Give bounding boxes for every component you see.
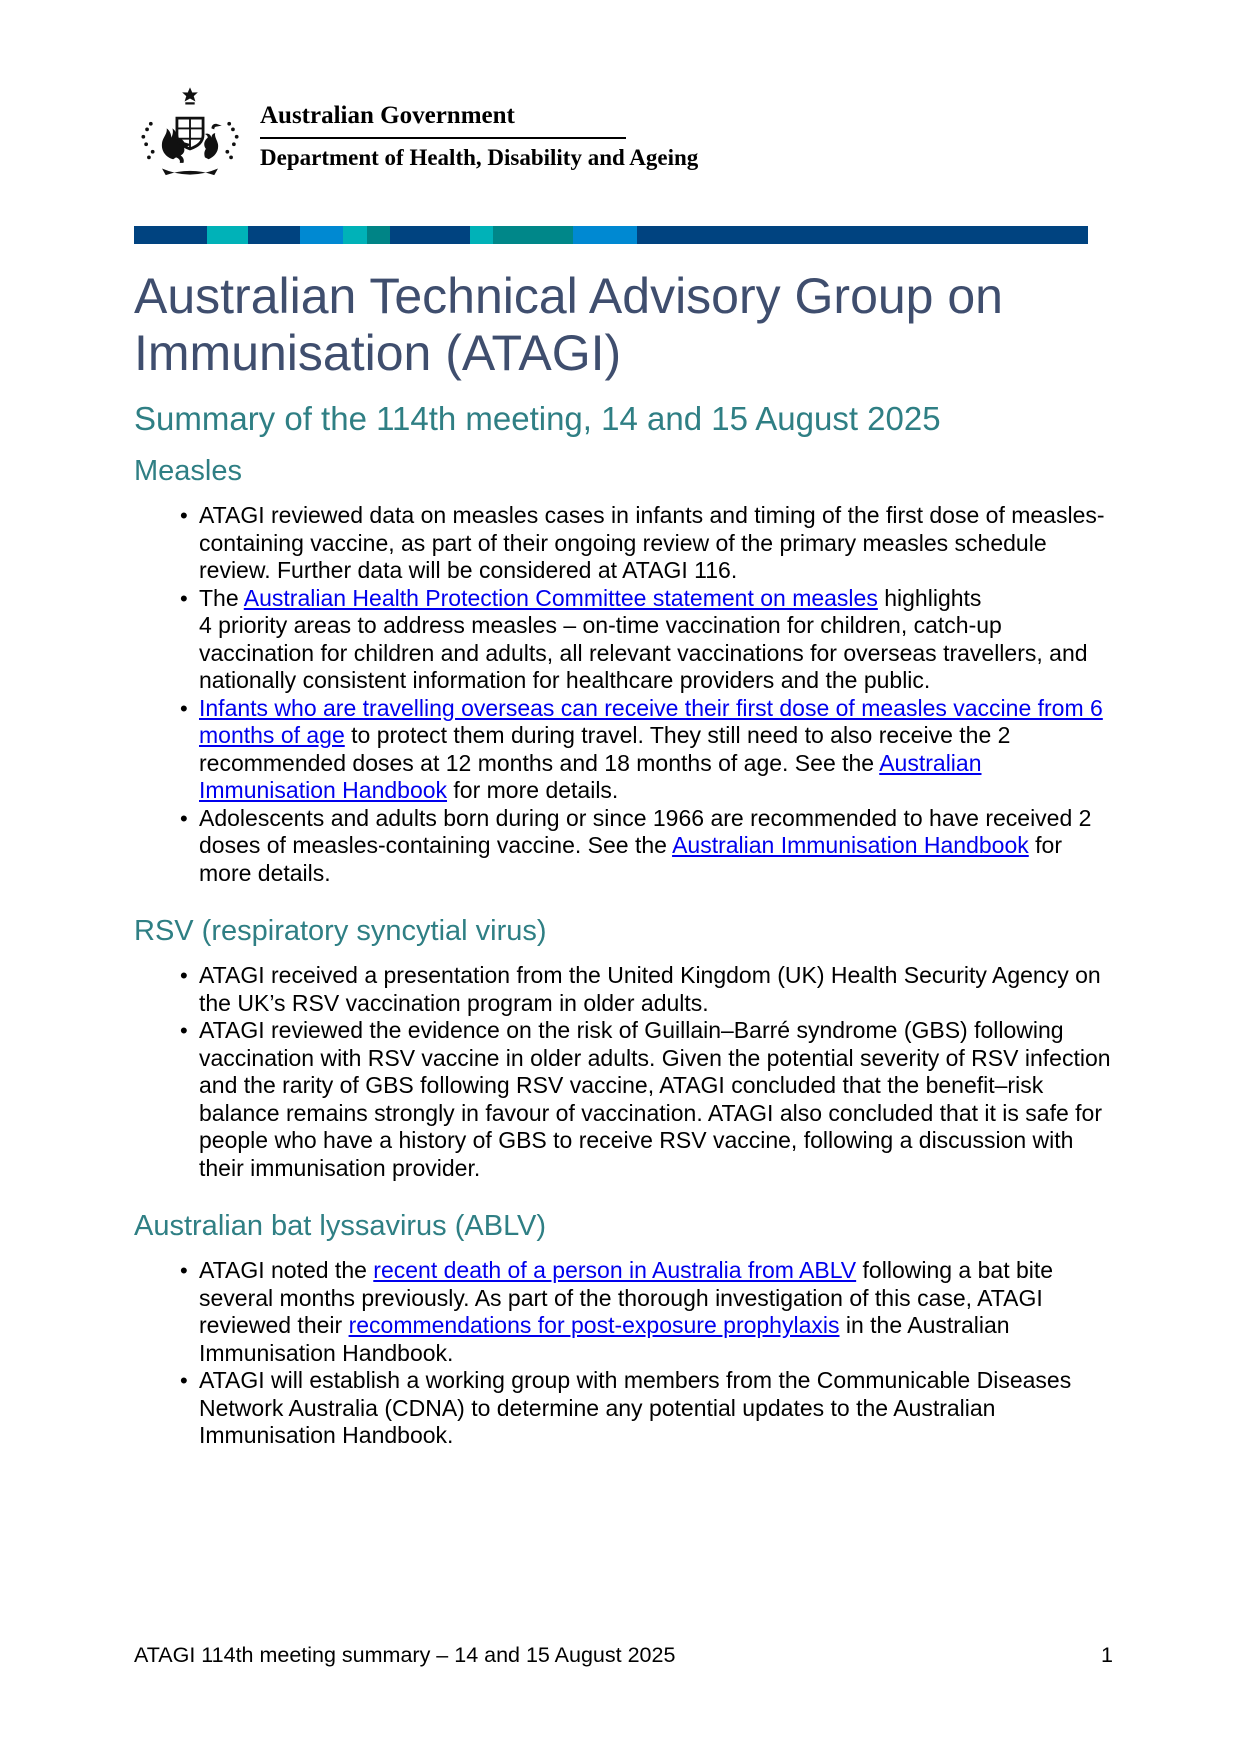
bullet-text: ATAGI will establish a working group with members from the Communicable Diseases Network Australia (CDNA) to determine any potential updates to the Australian Immunisation Handbook. [199, 1367, 1072, 1448]
accent-bar-segment-5 [367, 226, 390, 244]
accent-bar-segment-10 [637, 226, 1088, 244]
accent-bar-segment-7 [470, 226, 493, 244]
bullet-item [134, 1367, 1113, 1450]
document-sections [134, 454, 1113, 1450]
section-heading-measles: Measles [134, 455, 242, 487]
bullet-list-measles [134, 502, 1113, 887]
footer-text: ATAGI 114th meeting summary – 14 and 15 August 2025 [134, 1643, 676, 1667]
inline-link[interactable]: Infants who are travelling overseas can receive their first dose of measles vaccine from 6 months of age [199, 694, 1103, 748]
page-title: Australian Technical Advisory Group on Immunisation (ATAGI) [134, 268, 1003, 381]
inline-link[interactable]: Australian Immunisation Handbook [672, 832, 1029, 858]
bullet-text: Adolescents and adults born during or since 1966 are recommended to have received 2 doses of measles-containing vaccine. See the [199, 804, 1092, 858]
bullet-item [134, 805, 1113, 888]
bullet-text: for more details. [447, 777, 619, 803]
government-titles [260, 86, 698, 171]
inline-link[interactable]: recent death of a person in Australia from ABLV [373, 1257, 857, 1283]
bullet-item [134, 1257, 1113, 1367]
page-number: 1 [1101, 1643, 1113, 1667]
bullet-text: for more details. [199, 832, 1062, 886]
bullet-text: ATAGI received a presentation from the United Kingdom (UK) Health Security Agency on the UK’s RSV vaccination program in older adults. [199, 962, 1101, 1016]
accent-bar-segment-8 [493, 226, 573, 244]
inline-link[interactable]: Australian Health Protection Committee statement on measles [243, 584, 878, 611]
inline-link[interactable]: Australian Immunisation Handbook [199, 749, 982, 803]
accent-bar [134, 226, 1088, 244]
bullet-text: The [199, 584, 244, 611]
section-heading-ablv: Australian bat lyssavirus (ABLV) [134, 1210, 547, 1242]
page-subtitle: Summary of the 114th meeting, 14 and 15 August 2025 [134, 400, 941, 437]
accent-bar-segment-3 [300, 226, 343, 244]
coat-of-arms-icon [134, 86, 246, 182]
bullet-item [134, 1017, 1113, 1182]
bullet-text: highlights 4 priority areas to address measles – on-time vaccination for children, catch-up vaccination for children and adults, all relevant vaccinations for overseas travellers, and nationally consistent information for healthcare providers and the public. [199, 584, 1088, 693]
bullet-text: to protect them during travel. They still need to also receive the 2 recommended doses at 12 months and 18 months of age. See the [199, 722, 1011, 776]
government-name: Australian Government [260, 102, 626, 139]
bullet-item [134, 695, 1113, 805]
section-heading-rsv: RSV (respiratory syncytial virus) [134, 915, 547, 947]
government-header [134, 86, 1113, 182]
bullet-item [134, 962, 1113, 1017]
bullet-list-ablv [134, 1257, 1113, 1450]
accent-bar-segment-0 [134, 226, 207, 244]
accent-bar-segment-1 [207, 226, 248, 244]
accent-bar-segment-4 [343, 226, 367, 244]
bullet-text: following a bat bite several months previously. As part of the thorough investigation of this case, ATAGI reviewed their [199, 1257, 1054, 1338]
department-name: Department of Health, Disability and Ageing [260, 145, 699, 170]
inline-link[interactable]: recommendations for post-exposure prophylaxis [348, 1312, 840, 1338]
bullet-item [134, 585, 1113, 695]
bullet-text: ATAGI reviewed data on measles cases in infants and timing of the first dose of measles-containing vaccine, as part of their ongoing review of the primary measles schedule review. Further data will be considered at ATAGI 116. [199, 502, 1105, 583]
bullet-text: ATAGI noted the [199, 1257, 374, 1283]
bullet-list-rsv [134, 962, 1113, 1182]
bullet-text: in the Australian Immunisation Handbook. [199, 1312, 1010, 1366]
accent-bar-segment-9 [573, 226, 637, 244]
accent-bar-segment-6 [390, 226, 470, 244]
bullet-text: ATAGI reviewed the evidence on the risk of Guillain–Barré syndrome (GBS) following vaccination with RSV vaccine in older adults. Given the potential severity of RSV infection and the rarity of GBS following RSV vaccine, ATAGI concluded that the benefit–risk balance remains strongly in favour of vaccination. ATAGI also concluded that it is safe for people who have a history of GBS to receive RSV vaccine, following a discussion with their immunisation provider. [199, 1017, 1111, 1181]
bullet-item [134, 502, 1113, 585]
accent-bar-segment-2 [248, 226, 300, 244]
page-footer [134, 1642, 1113, 1668]
